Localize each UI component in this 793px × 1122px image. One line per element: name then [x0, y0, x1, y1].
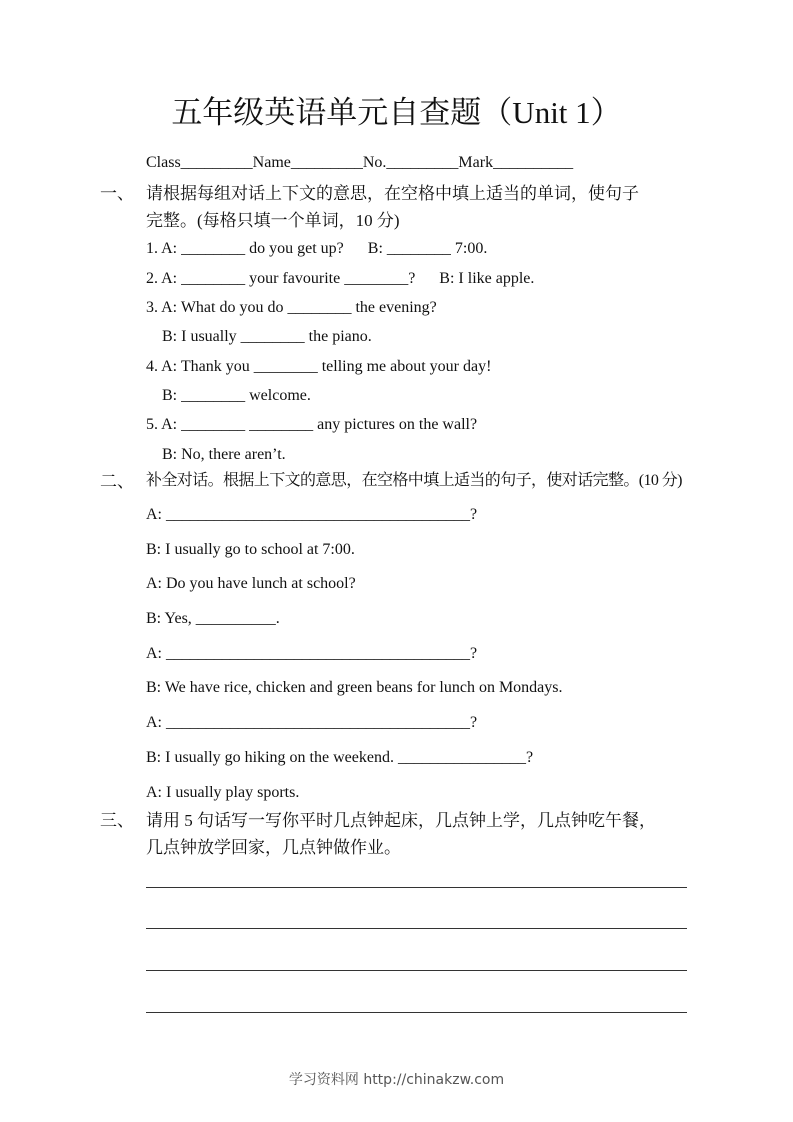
section1-item: B: ________ welcome.: [146, 387, 311, 404]
dialogue-line: A: I usually play sports.: [146, 784, 300, 801]
section2-number: 二、: [100, 472, 134, 491]
student-info-line: Class_________Name_________No._________Mark__________: [146, 154, 574, 171]
dialogue-line: A: Do you have lunch at school?: [146, 575, 356, 592]
section1-item: 1. A: ________ do you get up? B: ________ 7:00.: [146, 240, 488, 257]
section1-item: B: I usually ________ the piano.: [146, 328, 372, 345]
writing-line[interactable]: [146, 887, 687, 888]
dialogue-line: B: I usually go to school at 7:00.: [146, 541, 355, 558]
section1-item: B: No, there aren’t.: [146, 446, 286, 463]
writing-line[interactable]: [146, 928, 687, 929]
page-title: 五年级英语单元自查题（Unit 1）: [171, 95, 622, 130]
dialogue-line: A: ______________________________________?: [146, 506, 478, 523]
dialogue-line: B: Yes, __________.: [146, 610, 280, 627]
writing-line[interactable]: [146, 1012, 687, 1013]
section1-instruction-line1: 请根据每组对话上下文的意思，在空格中填上适当的单词，使句子: [146, 184, 639, 203]
section1-item: 3. A: What do you do ________ the evening?: [146, 299, 437, 316]
dialogue-line: B: I usually go hiking on the weekend. ________________?: [146, 749, 534, 766]
section1-item: 2. A: ________ your favourite ________? B: I like apple.: [146, 270, 535, 287]
dialogue-line: A: ______________________________________?: [146, 645, 478, 662]
section1-item: 5. A: ________ ________ any pictures on the wall?: [146, 416, 478, 433]
writing-line[interactable]: [146, 970, 687, 971]
section3-instruction-line1: 请用 5 句话写一写你平时几点钟起床，几点钟上学，几点钟吃午餐，: [146, 811, 656, 830]
footer-watermark: 学习资料网 http://chinakzw.com: [288, 1072, 505, 1088]
section1-number: 一、: [100, 184, 134, 203]
section2-instruction: 补全对话。根据上下文的意思，在空格中填上适当的句子，使对话完整。(10 分): [146, 472, 682, 489]
dialogue-line: A: ______________________________________?: [146, 714, 478, 731]
section1-item: 4. A: Thank you ________ telling me about your day!: [146, 358, 492, 375]
section1-instruction-line2: 完整。(每格只填一个单词，10 分): [146, 211, 400, 230]
dialogue-line: B: We have rice, chicken and green beans for lunch on Mondays.: [146, 679, 563, 696]
section3-instruction-line2: 几点钟放学回家，几点钟做作业。: [146, 838, 401, 857]
section3-number: 三、: [100, 811, 134, 830]
